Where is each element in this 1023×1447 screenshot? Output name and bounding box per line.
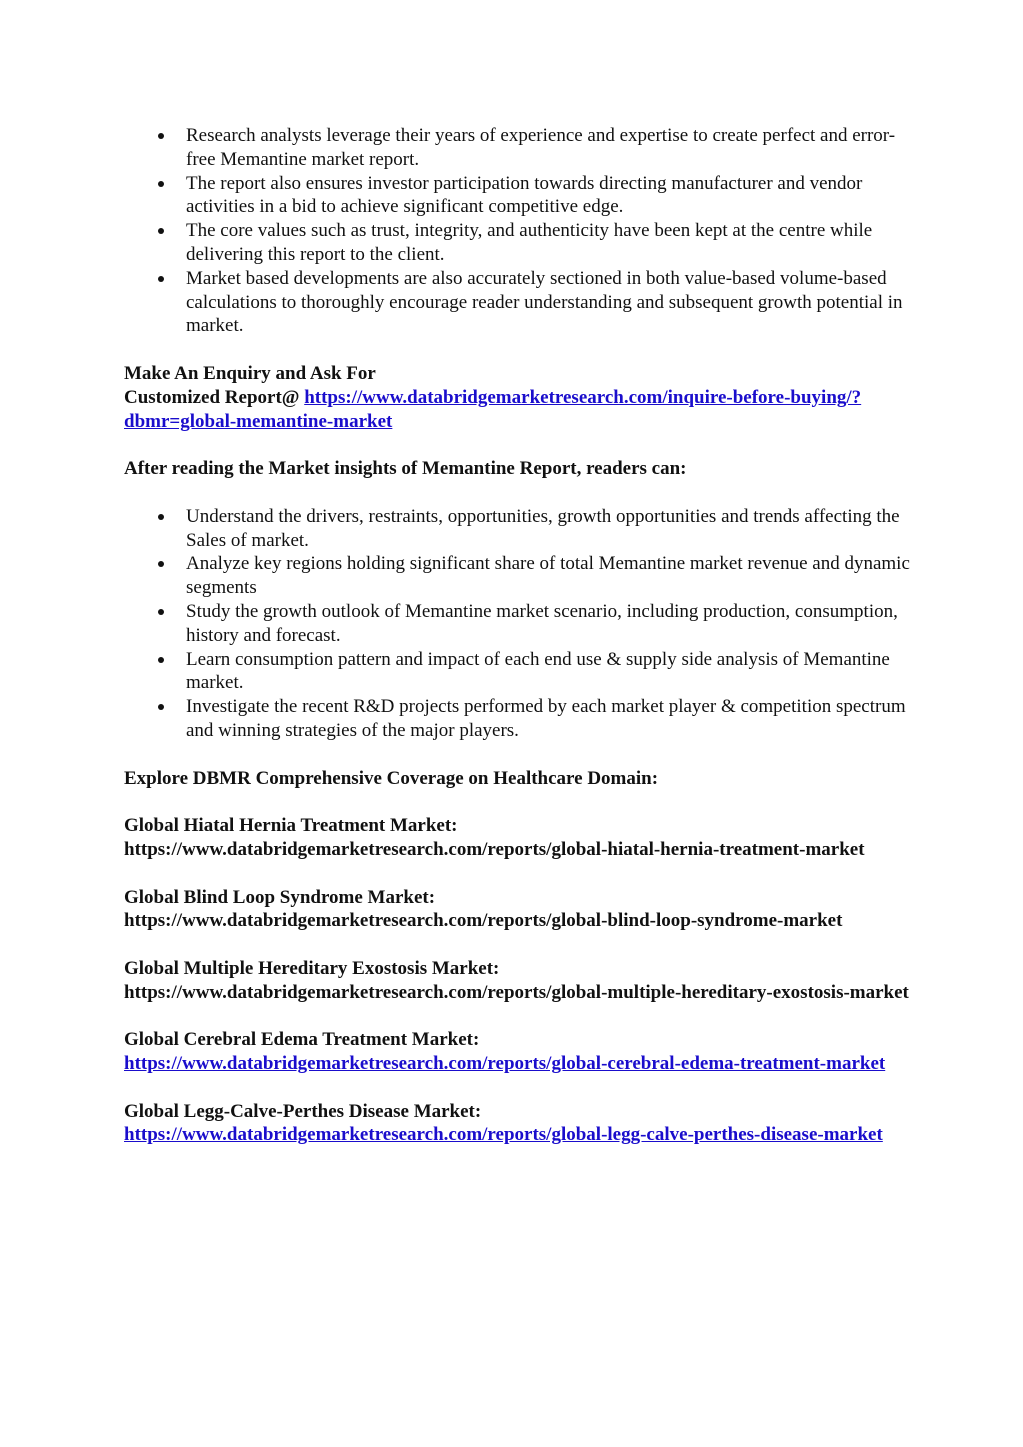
enquiry-block bbox=[124, 362, 914, 433]
related-report bbox=[124, 1028, 914, 1076]
related-report-url: https://www.databridgemarketresearch.com/reports/global-hiatal-hernia-treatment-market bbox=[124, 838, 865, 860]
insights-bullet: Study the growth outlook of Memantine market scenario, including production, consumption, history and forecast. bbox=[124, 600, 914, 648]
insights-bullet: Analyze key regions holding significant share of total Memantine market revenue and dynamic segments bbox=[124, 552, 914, 600]
insights-bullet: Understand the drivers, restraints, opportunities, growth opportunities and trends affecting the Sales of market. bbox=[124, 505, 914, 553]
insights-heading: After reading the Market insights of Memantine Report, readers can: bbox=[124, 458, 687, 480]
related-report-url: https://www.databridgemarketresearch.com/reports/global-multiple-hereditary-exostosis-market bbox=[124, 981, 909, 1003]
insights-bullet-list bbox=[124, 505, 914, 743]
related-report bbox=[124, 886, 914, 934]
related-report-title: Global Cerebral Edema Treatment Market: bbox=[124, 1029, 480, 1051]
related-report bbox=[124, 814, 914, 862]
related-report-link[interactable]: https://www.databridgemarketresearch.com/reports/global-cerebral-edema-treatment-market bbox=[124, 1053, 886, 1075]
enquiry-prefix: Customized Report@ bbox=[124, 386, 305, 408]
document-page bbox=[124, 124, 914, 1147]
intro-bullet: The core values such as trust, integrity, and authenticity have been kept at the centre while delivering this report to the client. bbox=[124, 219, 914, 267]
related-report-link[interactable]: https://www.databridgemarketresearch.com/reports/global-legg-calve-perthes-disease-market bbox=[124, 1124, 883, 1146]
explore-heading: Explore DBMR Comprehensive Coverage on Healthcare Domain: bbox=[124, 767, 659, 789]
related-report bbox=[124, 957, 914, 1005]
intro-bullet: Research analysts leverage their years of experience and expertise to create perfect and error-free Memantine market report. bbox=[124, 124, 914, 172]
intro-bullet: Market based developments are also accurately sectioned in both value-based volume-based calculations to thoroughly encourage reader understanding and subsequent growth potential in market. bbox=[124, 267, 914, 338]
enquiry-link[interactable]: https://www.databridgemarketresearch.com/inquire-before-buying/?dbmr=global-memantine-market bbox=[124, 386, 862, 432]
insights-bullet: Learn consumption pattern and impact of each end use & supply side analysis of Memantine market. bbox=[124, 648, 914, 696]
insights-bullet: Investigate the recent R&D projects performed by each market player & competition spectrum and winning strategies of the major players. bbox=[124, 695, 914, 743]
intro-bullet-list bbox=[124, 124, 914, 338]
related-report-title: Global Legg-Calve-Perthes Disease Market: bbox=[124, 1100, 482, 1122]
related-report bbox=[124, 1100, 914, 1148]
enquiry-line1: Make An Enquiry and Ask For bbox=[124, 362, 376, 384]
related-report-title: Global Multiple Hereditary Exostosis Market: bbox=[124, 957, 500, 979]
related-report-title: Global Hiatal Hernia Treatment Market: bbox=[124, 815, 458, 837]
related-report-title: Global Blind Loop Syndrome Market: bbox=[124, 886, 436, 908]
intro-bullet: The report also ensures investor participation towards directing manufacturer and vendor activities in a bid to achieve significant competitive edge. bbox=[124, 172, 914, 220]
related-report-url: https://www.databridgemarketresearch.com/reports/global-blind-loop-syndrome-market bbox=[124, 910, 843, 932]
